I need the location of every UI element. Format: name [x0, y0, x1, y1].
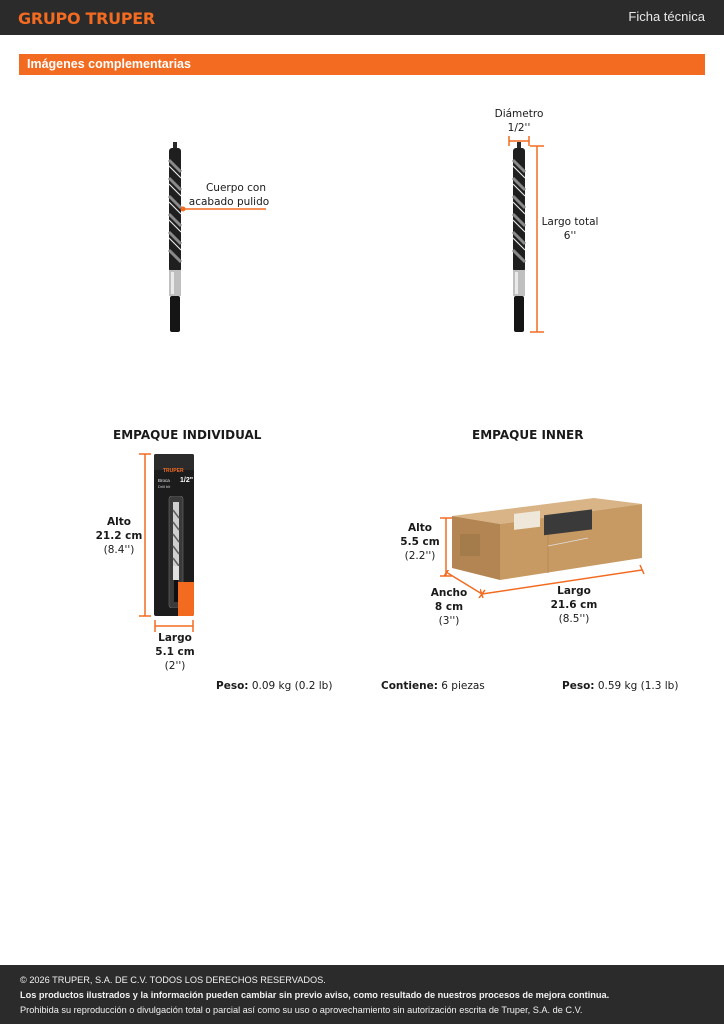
top-bar — [0, 0, 724, 35]
inner-contents-value: 6 piezas — [441, 680, 485, 692]
individual-length-label: Largo — [158, 632, 192, 644]
footer-prohibition: Prohibida su reproducción o divulgación total o parcial así como su uso o aprovechamiento sin autorización escrita de Truper, S.A. de C.V. — [20, 1005, 583, 1015]
section-bar — [19, 54, 705, 75]
brand-logo: GRUPO TRUPER — [18, 9, 155, 28]
blister-card-size: 1/2" — [180, 477, 194, 484]
inner-height-label: Alto — [408, 522, 432, 534]
footer — [0, 965, 724, 1024]
inner-contents — [381, 679, 485, 693]
inner-width-label: Ancho — [430, 587, 468, 599]
document-type: Ficha técnica — [628, 9, 705, 24]
inner-weight — [562, 679, 678, 693]
inner-height-cm: 5.5 cm — [400, 536, 440, 548]
individual-weight — [216, 679, 332, 693]
inner-length-in: (8.5'') — [558, 613, 590, 625]
blister-card-subtitle: Drill bit — [158, 484, 171, 489]
inner-package-heading: EMPAQUE INNER — [472, 428, 584, 442]
inner-width-in: (3'') — [438, 615, 460, 627]
inner-weight-label: Peso: — [562, 680, 595, 692]
section-title: Imágenes complementarias — [27, 57, 191, 71]
diameter-label: Diámetro — [494, 108, 544, 120]
individual-length-in: (2'') — [164, 660, 186, 672]
inner-height-in: (2.2'') — [404, 550, 436, 562]
drill-bit-image-finish — [160, 142, 190, 334]
inner-length-label: Largo — [557, 585, 591, 597]
inner-contents-label: Contiene: — [381, 680, 438, 692]
diameter-value: 1/2'' — [507, 122, 531, 134]
individual-length-cm: 5.1 cm — [155, 646, 195, 658]
blister-orange-corner — [178, 582, 194, 616]
length-label: Largo total — [541, 216, 599, 228]
footer-copyright: © 2026 TRUPER, S.A. DE C.V. TODOS LOS DERECHOS RESERVADOS. — [20, 975, 326, 985]
blister-card-image — [154, 454, 194, 616]
footer-notice: Los productos ilustrados y la información pueden cambiar sin previo aviso, como resultado de nuestros procesos de mejora continua. — [20, 990, 610, 1000]
blister-card-brand: TRUPER — [163, 468, 184, 474]
individual-weight-label: Peso: — [216, 680, 249, 692]
length-value: 6'' — [563, 230, 577, 242]
individual-height-cm: 21.2 cm — [95, 530, 143, 542]
inner-width-cm: 8 cm — [434, 601, 464, 613]
inner-weight-value: 0.59 kg (1.3 lb) — [597, 680, 679, 692]
blister-card-product: Broca — [158, 478, 170, 483]
finish-label-line1: Cuerpo con — [205, 182, 267, 194]
individual-height-in: (8.4'') — [103, 544, 135, 556]
individual-weight-value: 0.09 kg (0.2 lb) — [251, 680, 333, 692]
finish-label-line2: acabado pulido — [188, 196, 270, 208]
individual-height-label: Alto — [107, 516, 131, 528]
inner-length-cm: 21.6 cm — [550, 599, 598, 611]
individual-package-heading: EMPAQUE INDIVIDUAL — [113, 428, 262, 442]
